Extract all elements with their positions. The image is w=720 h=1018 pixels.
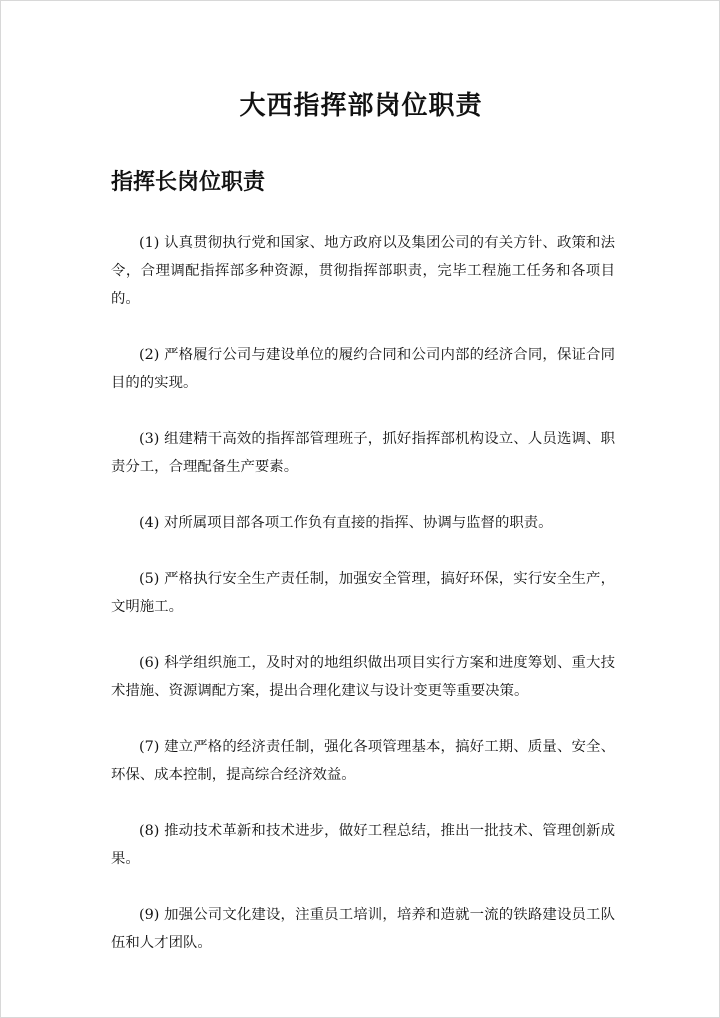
duty-item-9: (9) 加强公司文化建设，注重员工培训，培养和造就一流的铁路建设员工队伍和人才团队。 bbox=[111, 907, 615, 951]
duty-item-2: (2) 严格履行公司与建设单位的履约合同和公司内部的经济合同，保证合同目的的实现。 bbox=[111, 347, 615, 391]
duty-item-3: (3) 组建精干高效的指挥部管理班子，抓好指挥部机构设立、人员选调、职责分工，合理配备生产要素。 bbox=[111, 431, 615, 475]
duty-item-8: (8) 推动技术革新和技术进步，做好工程总结，推出一批技术、管理创新成果。 bbox=[111, 823, 615, 867]
duty-item-6: (6) 科学组织施工，及时对的地组织做出项目实行方案和进度筹划、重大技术措施、资源调配方案，提出合理化建议与设计变更等重要决策。 bbox=[111, 655, 615, 699]
duty-list bbox=[111, 229, 615, 985]
section-heading: 指挥长岗位职责 bbox=[111, 169, 266, 195]
document-title: 大西指挥部岗位职责 bbox=[239, 91, 483, 121]
duty-item-5: (5) 严格执行安全生产责任制，加强安全管理，搞好环保，实行安全生产，文明施工。 bbox=[111, 571, 615, 615]
duty-item-4: (4) 对所属项目部各项工作负有直接的指挥、协调与监督的职责。 bbox=[139, 515, 553, 531]
duty-item-7: (7) 建立严格的经济责任制，强化各项管理基本，搞好工期、质量、安全、环保、成本控制，提高综合经济效益。 bbox=[111, 739, 615, 783]
duty-item-1: (1) 认真贯彻执行党和国家、地方政府以及集团公司的有关方针、政策和法令，合理调配指挥部多种资源，贯彻指挥部职责，完毕工程施工任务和各项目的。 bbox=[111, 235, 615, 307]
